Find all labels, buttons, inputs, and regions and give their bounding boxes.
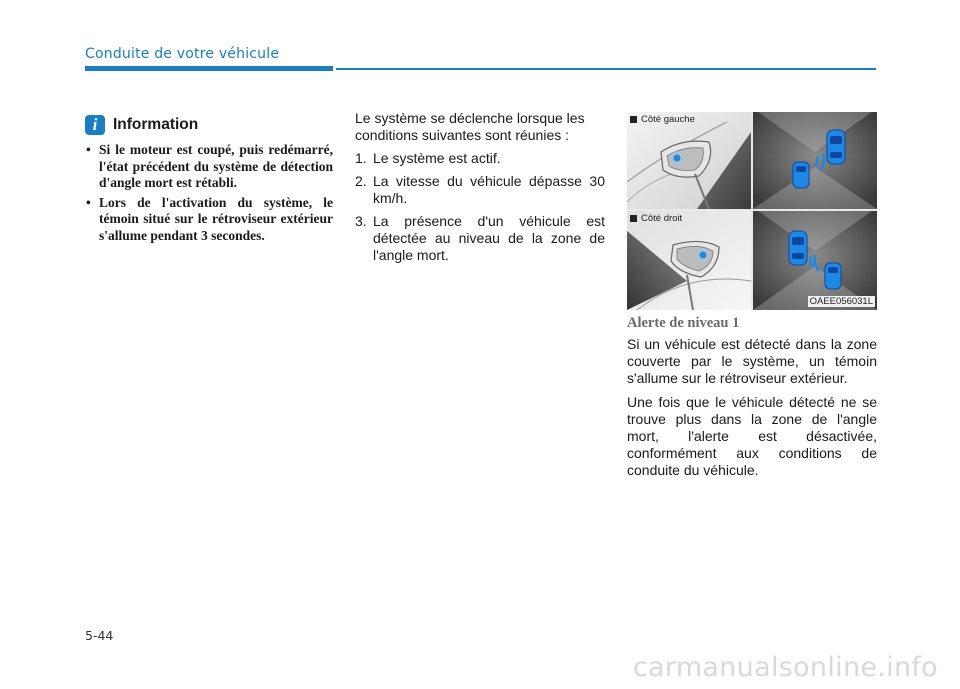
watermark: carmanualsonline.info — [632, 652, 938, 683]
alert-level1-section — [627, 315, 877, 486]
blind-spot-figure — [627, 112, 877, 310]
figure-code: OAEE056031L — [809, 296, 873, 307]
info-title: Information — [113, 116, 199, 133]
right-side-label — [630, 213, 682, 224]
condition-item — [355, 213, 605, 264]
header-rule-thin — [336, 68, 876, 70]
label-square-icon — [630, 116, 637, 123]
left-side-label — [630, 114, 695, 125]
condition-item — [355, 173, 605, 207]
alert-level1-heading: Alerte de niveau 1 — [627, 315, 740, 331]
page-number: 5-44 — [85, 628, 114, 643]
condition-number: 1. — [355, 150, 367, 166]
left-mirror-illustration — [627, 112, 751, 209]
section-title: Conduite de votre véhicule — [85, 46, 280, 62]
conditions-list — [355, 150, 605, 264]
right-mirror-illustration — [627, 211, 751, 310]
info-icon: i — [85, 115, 105, 135]
left-radar-diagram — [753, 112, 877, 209]
condition-text: Le système est actif. — [373, 150, 501, 166]
info-item: • Si le moteur est coupé, puis redémarré, l'état précédent du système de détection d'angle mort est rétabli. — [85, 142, 333, 192]
condition-item — [355, 150, 605, 167]
header-rule-dark — [85, 66, 333, 71]
condition-number: 2. — [355, 173, 367, 189]
condition-number: 3. — [355, 213, 367, 229]
label-text: Côté droit — [641, 213, 683, 224]
condition-text: La vitesse du véhicule dépasse 30 km/h. — [373, 173, 605, 206]
info-box-header — [85, 114, 198, 136]
alert-paragraph: Si un véhicule est détecté dans la zone couverte par le système, un témoin s'allume sur le rétroviseur extérieur. — [627, 336, 877, 386]
label-square-icon — [630, 215, 637, 222]
info-item: • Lors de l'activation du système, le témoin situé sur le rétroviseur extérieur s'allume pendant 3 secondes. — [85, 195, 333, 245]
info-list — [85, 142, 333, 247]
conditions-column — [355, 110, 605, 270]
conditions-intro: Le système se déclenche lorsque les conditions suivantes sont réunies : — [355, 110, 585, 143]
condition-text: La présence d'un véhicule est détectée au niveau de la zone de l'angle mort. — [373, 213, 605, 263]
alert-paragraph: Une fois que le véhicule détecté ne se trouve plus dans la zone de l'angle mort, l'alerte est désactivée, conformément aux conditions de conduite du véhicule. — [627, 394, 877, 478]
label-text: Côté gauche — [641, 114, 695, 125]
